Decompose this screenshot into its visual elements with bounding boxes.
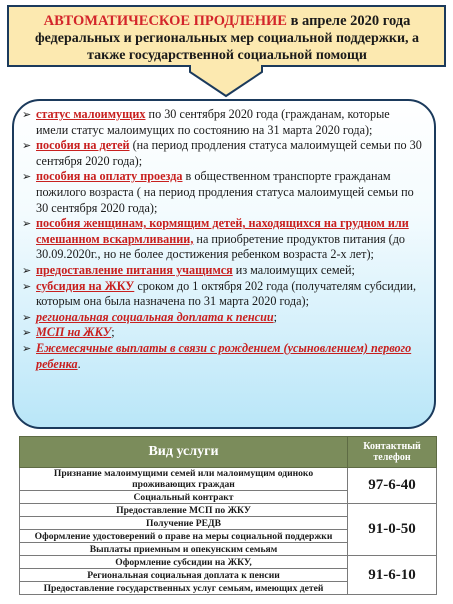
- list-item: [22, 341, 424, 372]
- measure-text: ;: [273, 309, 278, 324]
- phone-cell: 91-0-50: [348, 504, 437, 556]
- measure-text: на приобретение продуктов питания (до 30.09.2020г., но не более достижения ребенком возраста 2-х лет);: [36, 231, 406, 262]
- measure-highlight: статус малоимущих: [36, 107, 146, 121]
- service-cell: Предоставление государственных услуг семьям, имеющих детей: [20, 582, 348, 595]
- measure-text: сроком до 1 октября 202 года (получателям субсидии, которым она была назначена по 31 марта 2020 года);: [36, 278, 417, 309]
- table-row: [20, 468, 437, 491]
- bullet-arrow-icon: ➢: [22, 310, 32, 324]
- column-header-phone: Контактный телефон: [348, 437, 437, 468]
- service-cell: Получение РЕДВ: [20, 517, 348, 530]
- service-cell: Оформление удостоверений о праве на меры социальной поддержки: [20, 530, 348, 543]
- header-title-date: в апреле 2020 года: [286, 13, 411, 29]
- measure-highlight: пособия на оплату проезда: [36, 169, 183, 184]
- measure-highlight: МСП на ЖКУ: [36, 325, 112, 340]
- bullet-arrow-icon: ➢: [22, 139, 32, 153]
- service-cell: Признание малоимущими семей или малоимущим одиноко проживающих граждан: [20, 468, 348, 491]
- services-table: [19, 436, 437, 595]
- list-item: [22, 216, 424, 263]
- phone-cell: 97-6-40: [348, 468, 437, 504]
- bullet-arrow-icon: ➢: [22, 217, 32, 231]
- bullet-arrow-icon: ➢: [22, 263, 32, 277]
- table-row: [20, 504, 437, 517]
- measure-highlight: предоставление питания учащимся: [36, 262, 233, 277]
- measure-highlight: региональная социальная доплата к пенсии: [36, 309, 274, 324]
- measure-text: ;: [111, 325, 115, 340]
- header-line-3: также государственной социальной помощи: [87, 48, 367, 63]
- bullet-arrow-icon: ➢: [22, 170, 32, 184]
- list-item: [22, 107, 424, 138]
- list-item: [22, 138, 424, 169]
- header-title: [14, 13, 440, 64]
- service-cell: Социальный контракт: [20, 491, 348, 504]
- header-line-1: [14, 13, 440, 30]
- list-item: [22, 263, 424, 279]
- bullet-arrow-icon: ➢: [22, 108, 32, 121]
- measure-highlight: пособия женщинам, кормящим детей, находящихся на грудном или смешанном вскармливании,: [36, 216, 409, 246]
- measure-highlight: субсидия на ЖКУ: [36, 278, 135, 293]
- bullet-arrow-icon: ➢: [22, 341, 32, 355]
- measure-text: .: [77, 356, 81, 371]
- measure-highlight: пособия на детей: [36, 138, 130, 153]
- column-header-service: Вид услуги: [20, 437, 348, 468]
- table-row: [20, 556, 437, 569]
- bullet-arrow-icon: ➢: [22, 326, 32, 340]
- list-item: [22, 169, 424, 216]
- service-cell: Региональная социальная доплата к пенсии: [20, 569, 348, 582]
- table-header-row: [20, 437, 437, 468]
- bullet-arrow-icon: ➢: [22, 279, 32, 293]
- service-cell: Предоставление МСП по ЖКУ: [20, 504, 348, 517]
- list-item: [22, 279, 424, 310]
- measure-text: (на период продления статуса малоимущей семьи по 30 сентября 2020 года);: [36, 138, 422, 168]
- measure-text: в общественном транспорте гражданам пожилого возраста ( на период продления статуса малоимущей семьи по 30 сентября 2020 года);: [36, 169, 414, 215]
- phone-cell: 91-6-10: [348, 556, 437, 595]
- service-cell: Оформление субсидии на ЖКУ,: [20, 556, 348, 569]
- service-cell: Выплаты приемным и опекунским семьям: [20, 543, 348, 556]
- list-item: [22, 310, 424, 326]
- list-item: [22, 325, 424, 341]
- measure-text: по 30 сентября 2020 года (гражданам, которые имели статус малоимущих по состоянию на 31 марта 2020 года);: [36, 107, 390, 137]
- measure-text: из малоимущих семей;: [232, 262, 355, 277]
- measure-highlight: Ежемесячные выплаты в связи с рождением (усыновлением) первого ребенка: [36, 340, 412, 371]
- measures-list: [22, 107, 424, 372]
- header-title-red: АВТОМАТИЧЕСКОЕ ПРОДЛЕНИЕ: [43, 13, 287, 29]
- header-line-2: федеральных и региональных мер социальной поддержки, а: [34, 31, 420, 46]
